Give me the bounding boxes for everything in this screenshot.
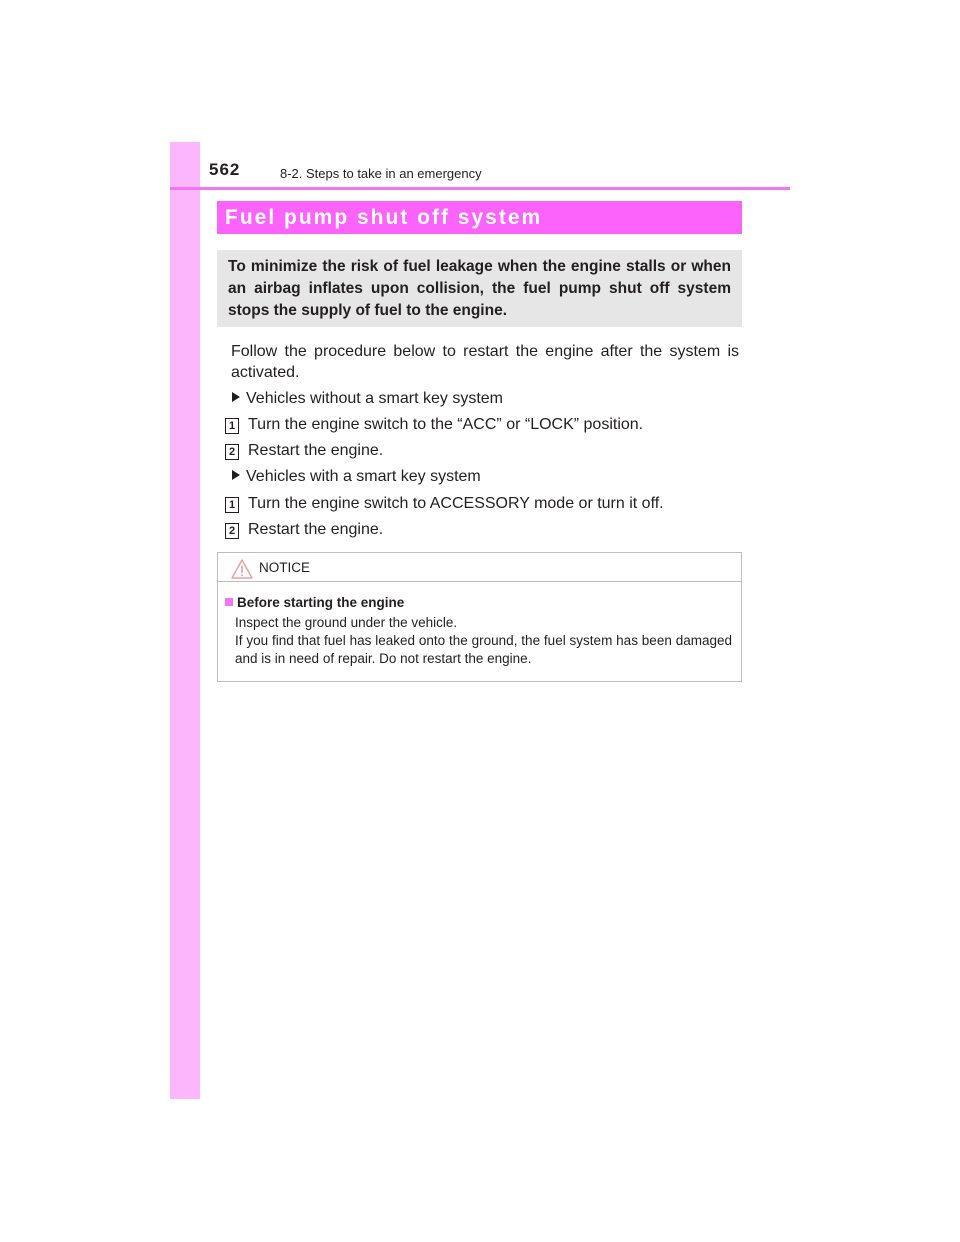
step-number-badge: 1 — [225, 497, 239, 513]
group-heading-no-smart-key — [232, 389, 503, 409]
step-item — [225, 494, 664, 514]
square-bullet-icon — [225, 598, 233, 606]
step-number-badge: 1 — [225, 418, 239, 434]
step-text: Turn the engine switch to ACCESSORY mode or turn it off. — [248, 495, 664, 512]
arrow-bullet-icon — [232, 392, 240, 402]
step-text: Restart the engine. — [248, 442, 384, 459]
side-color-band — [170, 142, 200, 1099]
group-heading-text: Vehicles with a smart key system — [246, 468, 481, 485]
warning-triangle-icon — [231, 559, 253, 579]
step-number-badge: 2 — [225, 444, 239, 460]
notice-header — [218, 553, 741, 582]
step-item — [225, 441, 383, 461]
section-path: 8-2. Steps to take in an emergency — [280, 166, 482, 181]
header-divider — [170, 187, 790, 190]
notice-box — [217, 552, 742, 682]
arrow-bullet-icon — [232, 470, 240, 480]
step-text: Turn the engine switch to the “ACC” or “LOCK” position. — [248, 416, 644, 433]
group-heading-smart-key — [232, 467, 481, 487]
body-paragraph: Follow the procedure below to restart the engine after the system is activated. — [231, 343, 739, 381]
step-item — [225, 415, 643, 435]
notice-label: NOTICE — [259, 560, 311, 575]
notice-body — [235, 614, 732, 668]
notice-heading — [225, 595, 404, 610]
notice-line: Inspect the ground under the vehicle. — [235, 615, 458, 630]
page-number: 562 — [209, 160, 241, 179]
step-text: Restart the engine. — [248, 521, 384, 538]
notice-line: If you find that fuel has leaked onto the ground, the fuel system has been damaged and is in need of repair. Do not restart the engine. — [235, 633, 732, 666]
section-title: Fuel pump shut off system — [217, 201, 742, 234]
intro-summary: To minimize the risk of fuel leakage when the engine stalls or when an airbag inflates upon collision, the fuel pump shut off system stops the supply of fuel to the engine. — [217, 250, 742, 327]
step-number-badge: 2 — [225, 523, 239, 539]
group-heading-text: Vehicles without a smart key system — [246, 390, 503, 407]
step-item — [225, 520, 383, 540]
notice-heading-text: Before starting the engine — [237, 595, 405, 610]
